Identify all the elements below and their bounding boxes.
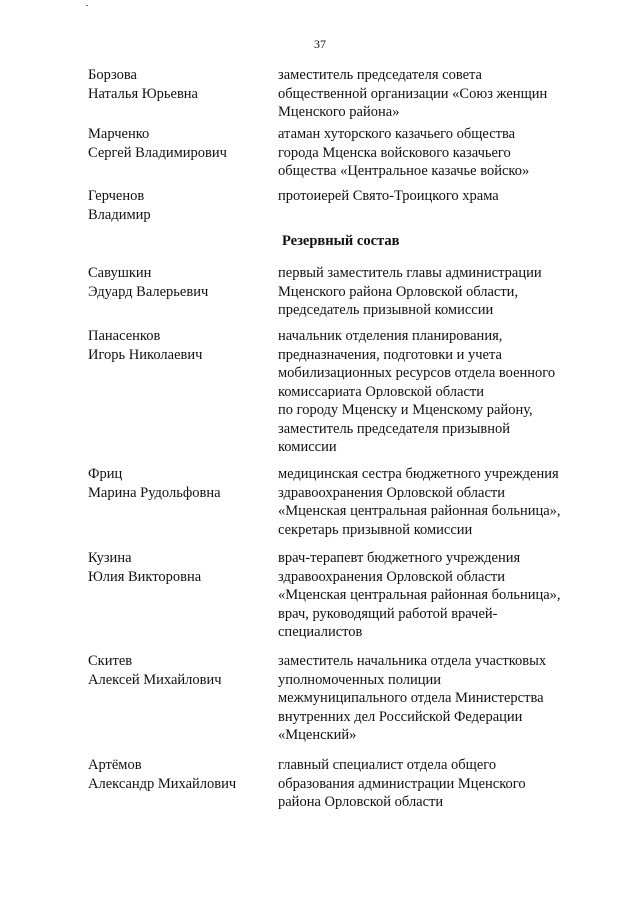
person-name: Артёмов Александр Михайлович <box>88 757 237 792</box>
person-name: Панасенков Игорь Николаевич <box>88 328 203 363</box>
person-role: атаман хуторского казачьего общества города Мценска войскового казачьего общества «Центральное казачье войско» <box>278 126 530 179</box>
person-role: медицинская сестра бюджетного учреждения здравоохранения Орловской области «Мценская центральная районная больница», секретарь призывной комиссии <box>278 466 561 538</box>
section-heading-reserve: Резервный состав <box>282 233 400 249</box>
person-name: Скитев Алексей Михайлович <box>88 653 222 688</box>
person-name: Кузина Юлия Викторовна <box>88 550 202 585</box>
person-name: Борзова Наталья Юрьевна <box>88 67 198 102</box>
scan-artifact <box>86 5 88 6</box>
person-name: Фриц Марина Рудольфовна <box>88 466 221 501</box>
person-role: протоиерей Свято-Троицкого храма <box>278 188 499 204</box>
person-role: заместитель начальника отдела участковых уполномоченных полиции межмуниципального отдела Министерства внутренних дел Российской Федерации «Мценский» <box>278 653 547 743</box>
person-role: первый заместитель главы администрации Мценского района Орловской области, председатель призывной комиссии <box>278 265 542 318</box>
person-role: начальник отделения планирования, предназначения, подготовки и учета мобилизационных ресурсов отдела военного комиссариата Орловской области по городу Мценску и Мценскому району, заместитель председателя призывной комиссии <box>278 328 556 455</box>
person-name: Савушкин Эдуард Валерьевич <box>88 265 209 300</box>
person-role: врач-терапевт бюджетного учреждения здравоохранения Орловской области «Мценская центральная районная больница», врач, руководящий работой врачей- специалистов <box>278 550 561 640</box>
person-role: заместитель председателя совета общественной организации «Союз женщин Мценского района» <box>278 67 548 120</box>
person-name: Герченов Владимир <box>88 188 151 223</box>
page-number: 37 <box>314 37 326 51</box>
person-role: главный специалист отдела общего образования администрации Мценского района Орловской области <box>278 757 526 810</box>
person-name: Марченко Сергей Владимирович <box>88 126 227 161</box>
